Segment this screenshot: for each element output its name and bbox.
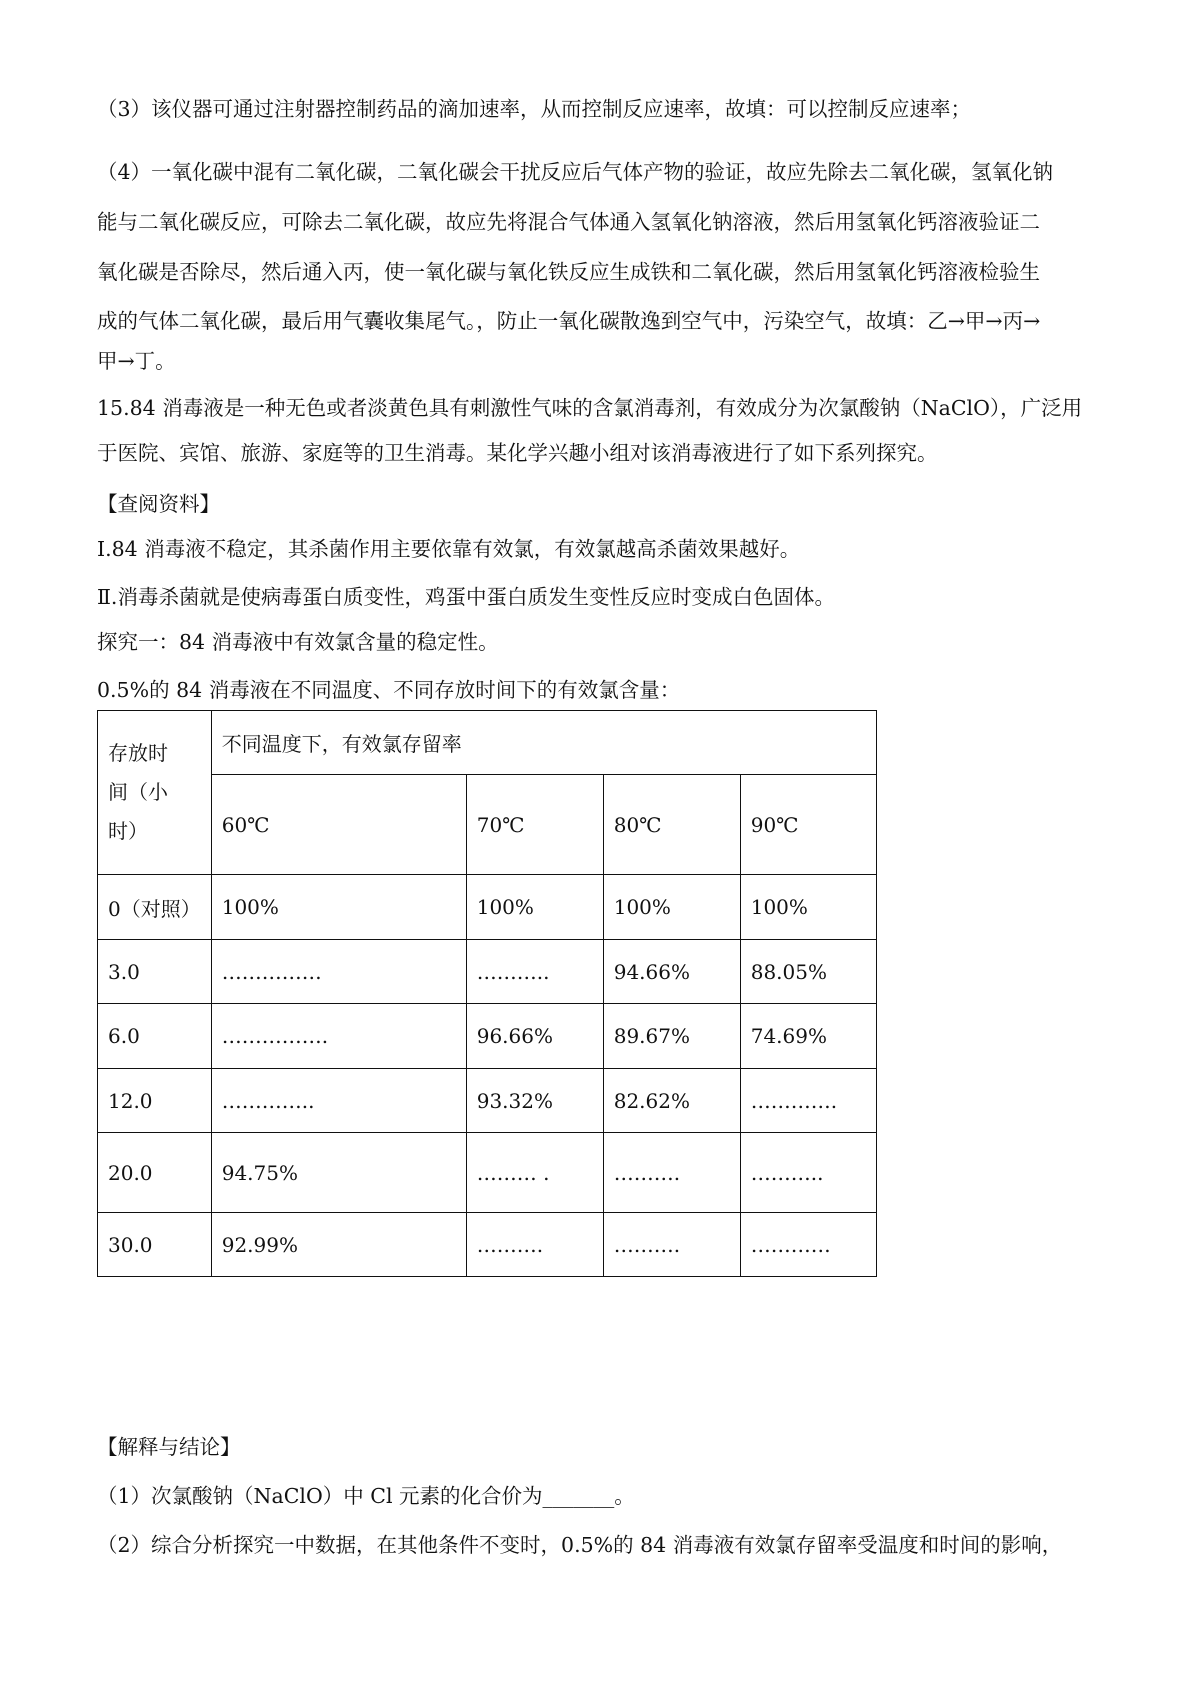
reference-heading: 【查阅资料】: [97, 492, 220, 516]
table-row: [98, 1069, 877, 1133]
table-header-row: [98, 711, 877, 775]
answer-part-4-line-1: （4）一氧化碳中混有二氧化碳，二氧化碳会干扰反应后气体产物的验证，故应先除去二氧化碳，氢氧化钠: [97, 160, 1054, 184]
value-cell: 89.67%: [603, 1004, 740, 1069]
conclusion-question-1: （1）次氯酸钠（NaClO）中 Cl 元素的化合价为_______。: [97, 1484, 635, 1508]
value-cell: ………….: [740, 1069, 876, 1133]
value-cell: 93.32%: [466, 1069, 603, 1133]
reference-item-2: Ⅱ.消毒杀菌就是使病毒蛋白质变性，鸡蛋中蛋白质发生变性反应时变成白色固体。: [97, 585, 835, 609]
conclusion-heading: 【解释与结论】: [97, 1435, 241, 1459]
time-cell: 6.0: [98, 1004, 212, 1069]
question-15-line-2: 于医院、宾馆、旅游、家庭等的卫生消毒。某化学兴趣小组对该消毒液进行了如下系列探究。: [97, 441, 938, 465]
retention-group-header: 不同温度下，有效氯存留率: [211, 711, 876, 775]
temp-header-70: 70℃: [466, 775, 603, 875]
temp-header-90: 90℃: [740, 775, 876, 875]
table-row: [98, 875, 877, 940]
temperature-header-row: [98, 775, 877, 875]
answer-part-3: （3）该仪器可通过注射器控制药品的滴加速率，从而控制反应速率，故填：可以控制反应速率；: [97, 97, 972, 121]
time-column-header: [98, 711, 212, 875]
value-cell: 82.62%: [603, 1069, 740, 1133]
value-cell: 74.69%: [740, 1004, 876, 1069]
value-cell: 94.75%: [211, 1133, 466, 1213]
chlorine-retention-table: [97, 710, 877, 1277]
answer-part-4-line-5: 甲→丁。: [97, 349, 176, 373]
time-header-line-1: 存放时: [108, 741, 168, 765]
value-cell: ……………: [211, 940, 466, 1004]
value-cell: 94.66%: [603, 940, 740, 1004]
value-cell: ……….: [466, 1213, 603, 1277]
time-header-line-3: 时）: [108, 819, 148, 843]
value-cell: ……… .: [466, 1133, 603, 1213]
question-15-line-1: 15.84 消毒液是一种无色或者淡黄色具有刺激性气味的含氯消毒剂，有效成分为次氯酸钠（NaClO），广泛用: [97, 396, 1083, 420]
answer-part-4-line-2: 能与二氧化碳反应，可除去二氧化碳，故应先将混合气体通入氢氧化钠溶液，然后用氢氧化钙溶液验证二: [97, 210, 1040, 234]
value-cell: …………..: [211, 1069, 466, 1133]
value-cell: ……….: [603, 1133, 740, 1213]
value-cell: …………: [740, 1213, 876, 1277]
conclusion-question-2: （2）综合分析探究一中数据，在其他条件不变时，0.5%的 84 消毒液有效氯存留率受温度和时间的影响，: [97, 1533, 1063, 1557]
table-row: [98, 1133, 877, 1213]
value-cell: 100%: [740, 875, 876, 940]
time-cell: 0（对照）: [98, 875, 212, 940]
value-cell: 96.66%: [466, 1004, 603, 1069]
value-cell: 88.05%: [740, 940, 876, 1004]
value-cell: …………….: [211, 1004, 466, 1069]
temp-header-80: 80℃: [603, 775, 740, 875]
value-cell: ……….: [603, 1213, 740, 1277]
answer-part-4-line-4: 成的气体二氧化碳，最后用气囊收集尾气。，防止一氧化碳散逸到空气中，污染空气，故填：乙→甲→丙→: [97, 309, 1041, 333]
time-cell: 12.0: [98, 1069, 212, 1133]
table-row: [98, 940, 877, 1004]
temp-header-60: 60℃: [211, 775, 466, 875]
time-cell: 3.0: [98, 940, 212, 1004]
value-cell: ………..: [466, 940, 603, 1004]
table-intro: 0.5%的 84 消毒液在不同温度、不同存放时间下的有效氯含量：: [97, 678, 681, 702]
value-cell: 92.99%: [211, 1213, 466, 1277]
value-cell: 100%: [211, 875, 466, 940]
exploration-1-title: 探究一：84 消毒液中有效氯含量的稳定性。: [97, 630, 499, 654]
time-cell: 20.0: [98, 1133, 212, 1213]
value-cell: 100%: [466, 875, 603, 940]
answer-part-4-line-3: 氧化碳是否除尽，然后通入丙，使一氧化碳与氧化铁反应生成铁和二氧化碳，然后用氢氧化钙溶液检验生: [97, 260, 1040, 284]
reference-item-1: Ⅰ.84 消毒液不稳定，其杀菌作用主要依靠有效氯，有效氯越高杀菌效果越好。: [97, 537, 801, 561]
table-row: [98, 1213, 877, 1277]
value-cell: 100%: [603, 875, 740, 940]
time-header-line-2: 间（小: [108, 780, 168, 804]
value-cell: ………..: [740, 1133, 876, 1213]
table-row: [98, 1004, 877, 1069]
time-cell: 30.0: [98, 1213, 212, 1277]
